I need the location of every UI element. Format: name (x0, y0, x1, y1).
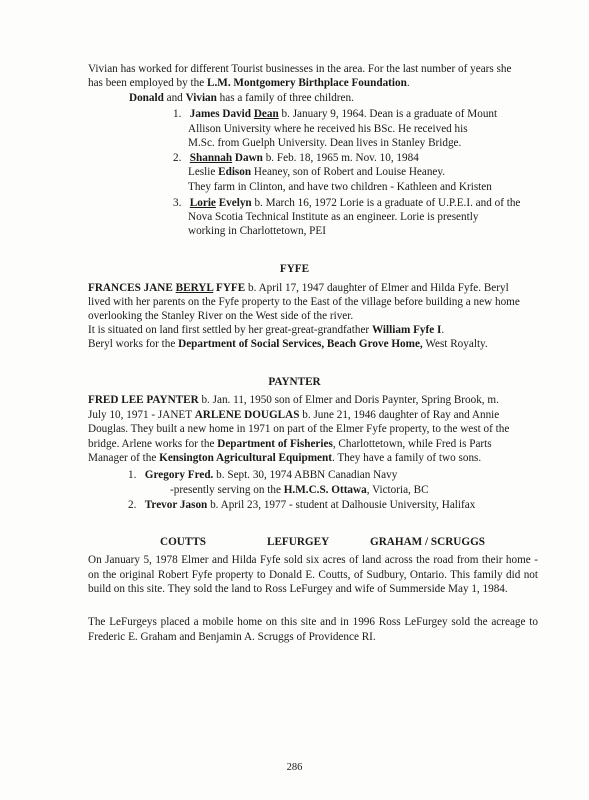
page-number: 286 (286, 762, 303, 773)
fyfe-line-1: FRANCES JANE BERYL FYFE b. April 17, 1947 daughter of Elmer and Hilda Fyfe. Beryl (88, 282, 509, 294)
son-1-service: -presently serving on the H.M.C.S. Ottawa, Victoria, BC (170, 484, 429, 496)
heading-lefurgey: LEFURGEY (267, 536, 330, 548)
son-2: 2. Trevor Jason b. April 23, 1977 - student at Dalhousie University, Halifax (128, 499, 476, 511)
heading-coutts-lefurgey-graham (0, 535, 589, 550)
paynter-line-1: FRED LEE PAYNTER b. Jan. 11, 1950 son of Elmer and Doris Paynter, Spring Brook, m. (88, 394, 499, 406)
coutts-paragraph: On January 5, 1978 Elmer and Hilda Fyfe sold six acres of land across the road from their home - on the original Robert Fyfe property to Donald E. Coutts, of Sudbury, Ontario. This family did not build on this site. They sold the land to Ross LeFurgey and wife of Summerside May 1, 1984. (88, 554, 538, 596)
child-3: 3. Lorie Evelyn b. March 16, 1972 Lorie is a graduate of U.P.E.I. and of the (173, 197, 521, 209)
fyfe-line-3: overlooking the Stanley River on the West side of the river. (88, 310, 354, 322)
intro-line-1: Vivian has worked for different Tourist businesses in the area. For the last number of years she (88, 63, 512, 75)
paynter-line-5: Manager of the Kensington Agricultural Equipment. They have a family of two sons. (88, 452, 482, 464)
fyfe-line-2: lived with her parents on the Fyfe property to the East of the village before building a new home (88, 296, 520, 308)
child-3-line-2: Nova Scotia Technical Institute as an engineer. Lorie is presently (188, 211, 479, 223)
paynter-line-4: bridge. Arlene works for the Department of Fisheries, Charlottetown, while Fred is Parts (88, 438, 492, 450)
paynter-line-2: July 10, 1971 - JANET ARLENE DOUGLAS b. June 21, 1946 daughter of Ray and Annie (88, 409, 500, 421)
heading-graham-scruggs: GRAHAM / SCRUGGS (370, 536, 485, 548)
child-2-spouse: Leslie Edison Heaney, son of Robert and Louise Heaney. (188, 166, 446, 178)
heading-coutts: COUTTS (160, 536, 207, 548)
paynter-line-3: Douglas. They built a new home in 1971 on part of the Elmer Fyfe property, to the west of the (88, 423, 510, 435)
child-1: 1. James David Dean b. January 9, 1964. Dean is a graduate of Mount (173, 108, 498, 120)
child-1-line-2: Allison University where he received his BSc. He received his (188, 123, 468, 135)
heading-fyfe: FYFE (279, 263, 310, 275)
child-1-line-3: M.Sc. from Guelph University. Dean lives in Stanley Bridge. (188, 137, 462, 149)
lefurgey-paragraph: The LeFurgeys placed a mobile home on this site and in 1996 Ross LeFurgey sold the acreage to Frederic E. Graham and Benjamin A. Scruggs of Providence RI. (88, 616, 538, 643)
child-3-line-3: working in Charlottetown, PEI (188, 225, 326, 237)
child-2: 2. Shannah Dawn b. Feb. 18, 1965 m. Nov. 10, 1984 (173, 152, 419, 164)
child-2-farm: They farm in Clinton, and have two children - Kathleen and Kristen (188, 181, 492, 193)
son-1: 1. Gregory Fred. b. Sept. 30, 1974 ABBN Canadian Navy (128, 469, 398, 481)
intro-line-2: has been employed by the L.M. Montgomery Birthplace Foundation. (88, 77, 410, 89)
heading-paynter: PAYNTER (268, 376, 321, 388)
fyfe-line-5: Beryl works for the Department of Social Services, Beach Grove Home, West Royalty. (88, 338, 488, 350)
intro-line-3: Donald and Vivian has a family of three children. (129, 92, 354, 104)
fyfe-line-4: It is situated on land first settled by her great-great-grandfather William Fyfe I. (88, 324, 445, 336)
